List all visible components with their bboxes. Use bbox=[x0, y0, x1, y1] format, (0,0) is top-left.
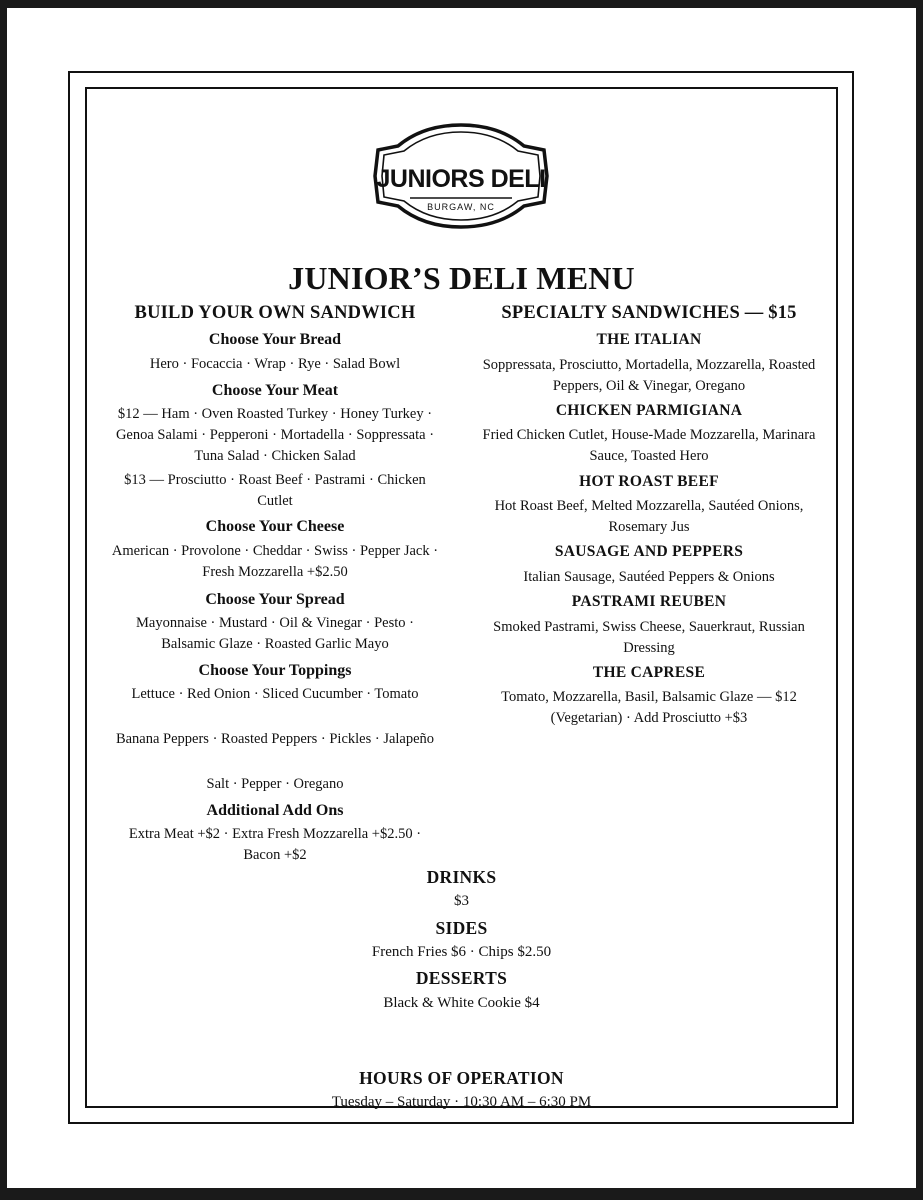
deli-logo bbox=[372, 122, 550, 230]
specialty-item-desc: Hot Roast Beef, Melted Mozzarella, Sautéed Onions, Rosemary Jus bbox=[494, 498, 804, 535]
specialty-item-desc: Soppressata, Prosciutto, Mortadella, Mozzarella, Roasted Peppers, Oil & Vinegar, Oregano bbox=[482, 357, 816, 394]
specialty-item-name: CHICKEN PARMIGIANA bbox=[555, 402, 743, 419]
hours-underline bbox=[305, 1107, 617, 1108]
specialty-item-name: PASTRAMI REUBEN bbox=[571, 593, 727, 610]
specialty-heading: SPECIALTY SANDWICHES — $15 bbox=[501, 303, 797, 323]
meat-options-13: $13 — Prosciutto · Roast Beef · Pastrami · Chicken Cutlet bbox=[124, 472, 426, 509]
sides-heading: SIDES bbox=[435, 918, 488, 938]
addons-heading: Additional Add Ons bbox=[206, 802, 344, 819]
cheese-options: American · Provolone · Cheddar · Swiss · Pepper Jack · Fresh Mozzarella +$2.50 bbox=[111, 543, 439, 580]
desserts-heading: DESSERTS bbox=[415, 968, 508, 988]
hours-heading: HOURS OF OPERATION bbox=[359, 1068, 564, 1088]
toppings-line-3: Salt · Pepper · Oregano bbox=[206, 776, 344, 792]
toppings-heading: Choose Your Toppings bbox=[198, 662, 352, 679]
menu-title: JUNIOR’S DELI MENU bbox=[288, 260, 635, 296]
cheese-heading: Choose Your Cheese bbox=[205, 518, 345, 535]
hours-text: Tuesday – Saturday · 10:30 AM – 6:30 PM bbox=[331, 1094, 592, 1110]
specialty-item-name: THE CAPRESE bbox=[592, 664, 706, 681]
addons-options: Extra Meat +$2 · Extra Fresh Mozzarella +$2.50 · Bacon +$2 bbox=[128, 826, 422, 863]
specialty-item-name: HOT ROAST BEEF bbox=[579, 473, 719, 490]
toppings-line-1: Lettuce · Red Onion · Sliced Cucumber · Tomato bbox=[131, 686, 419, 702]
specialty-item-desc: Tomato, Mozzarella, Basil, Balsamic Glaze — $12 (Vegetarian) · Add Prosciutto +$3 bbox=[501, 689, 797, 726]
specialty-item-desc: Italian Sausage, Sautéed Peppers & Onions bbox=[523, 569, 775, 585]
drinks-heading: DRINKS bbox=[426, 867, 497, 887]
toppings-line-2: Banana Peppers · Roasted Peppers · Pickles · Jalapeño bbox=[115, 731, 435, 747]
specialty-item-desc: Fried Chicken Cutlet, House-Made Mozzarella, Marinara Sauce, Toasted Hero bbox=[482, 427, 816, 464]
specialty-item-name: THE ITALIAN bbox=[596, 331, 702, 348]
meat-options-12: $12 — Ham · Oven Roasted Turkey · Honey Turkey · Genoa Salami · Pepperoni · Mortadella · Soppressata · Tuna Salad · Chicken Salad bbox=[115, 406, 435, 464]
desserts-options: Black & White Cookie $4 bbox=[383, 995, 540, 1011]
drinks-price: $3 bbox=[454, 893, 469, 909]
spread-options: Mayonnaise · Mustard · Oil & Vinegar · Pesto · Balsamic Glaze · Roasted Garlic Mayo bbox=[136, 615, 414, 652]
logo-location: BURGAW, NC bbox=[427, 202, 495, 212]
specialty-item-desc: Smoked Pastrami, Swiss Cheese, Sauerkraut, Russian Dressing bbox=[493, 619, 805, 656]
logo-name: JUNIORS DELI bbox=[376, 165, 546, 193]
meat-heading: Choose Your Meat bbox=[211, 382, 339, 399]
build-heading: BUILD YOUR OWN SANDWICH bbox=[134, 303, 416, 323]
spread-heading: Choose Your Spread bbox=[205, 591, 345, 608]
sides-options: French Fries $6 · Chips $2.50 bbox=[371, 944, 552, 960]
bread-heading: Choose Your Bread bbox=[208, 331, 342, 348]
specialty-item-name: SAUSAGE AND PEPPERS bbox=[554, 543, 744, 560]
bread-options: Hero · Focaccia · Wrap · Rye · Salad Bowl bbox=[149, 356, 401, 372]
